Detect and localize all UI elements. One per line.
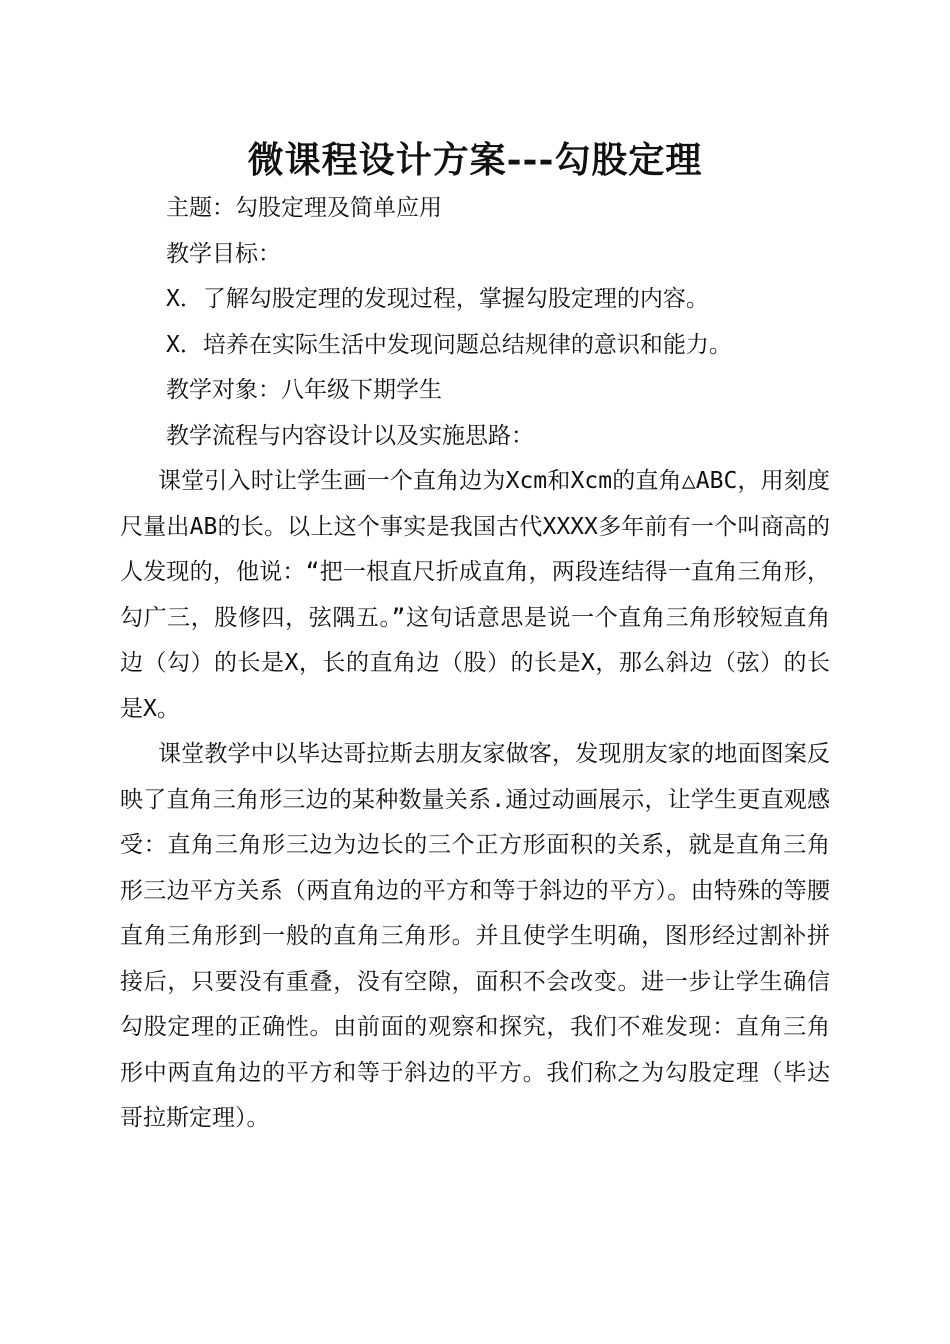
objective-item: X．了解勾股定理的发现过程，掌握勾股定理的内容。 (166, 286, 709, 312)
topic-line: 主题：勾股定理及简单应用 (166, 195, 442, 221)
body-paragraph-teaching: 课堂教学中以毕达哥拉斯去朋友家做客，发现朋友家的地面图案反映了直角三角形三边的某种数量关系.通过动画展示，让学生更直观感受：直角三角形三边为边长的三个正方形面积的关系，就是直角三角形三边平方关系（两直角边的平方和等于斜边的平方）。由特殊的等腰直角三角形到一般的直角三角形。并且使学生明确，图形经过割补拼接后，只要没有重叠，没有空隙，面积不会改变。进一步让学生确信勾股定理的正确性。由前面的观察和探究，我们不难发现：直角三角形中两直角边的平方和等于斜边的平方。我们称之为勾股定理（毕达哥拉斯定理）。 (120, 741, 830, 1131)
process-heading: 教学流程与内容设计以及实施思路： (166, 422, 534, 449)
objective-item: X．培养在实际生活中发现问题总结规律的意识和能力。 (166, 331, 732, 358)
document-body (120, 186, 830, 1142)
body-paragraph-intro: 课堂引入时让学生画一个直角边为Xcm和Xcm的直角△ABC，用刻度尺量出AB的长。以上这个事实是我国古代XXXX多年前有一个叫商高的人发现的，他说：“把一根直尺折成直角，两段连结得一直角三角形，勾广三，股修四，弦隅五。”这句话意思是说一个直角三角形较短直角边（勾）的长是X，长的直角边（股）的长是X，那么斜边（弦）的长是X。 (120, 468, 830, 722)
objectives-heading: 教学目标： (166, 240, 281, 267)
audience-line: 教学对象：八年级下期学生 (166, 377, 442, 403)
document-title: 微课程设计方案---勾股定理 (247, 139, 703, 181)
